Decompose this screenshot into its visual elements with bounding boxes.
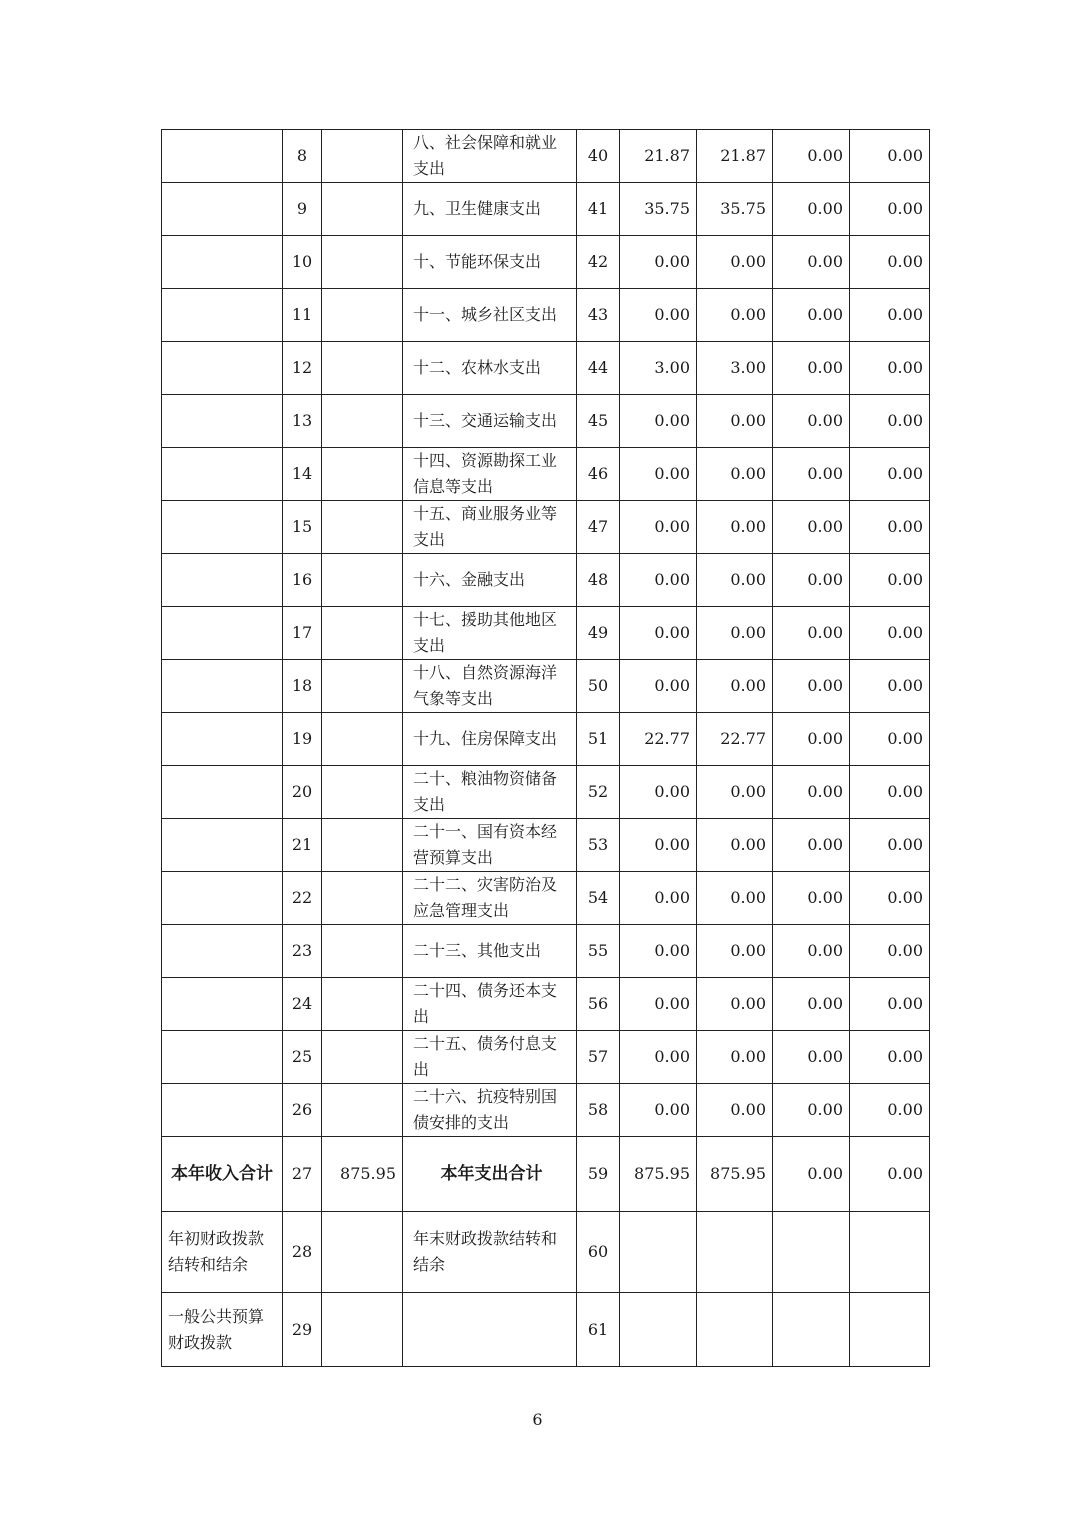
state-capital-cell bbox=[850, 1212, 930, 1293]
income-amount-cell bbox=[322, 925, 403, 978]
gov-fund-cell: 0.00 bbox=[773, 819, 850, 872]
expense-total-cell: 0.00 bbox=[620, 1031, 697, 1084]
general-budget-cell bbox=[697, 1212, 773, 1293]
expense-total-cell: 0.00 bbox=[620, 872, 697, 925]
general-budget-cell: 0.00 bbox=[697, 448, 773, 501]
general-budget-cell: 0.00 bbox=[697, 766, 773, 819]
income-label-cell bbox=[162, 236, 283, 289]
income-label-cell bbox=[162, 130, 283, 183]
expense-item-cell bbox=[403, 1293, 577, 1367]
gov-fund-cell: 0.00 bbox=[773, 607, 850, 660]
general-budget-cell: 0.00 bbox=[697, 1031, 773, 1084]
general-budget-cell: 0.00 bbox=[697, 236, 773, 289]
state-capital-cell: 0.00 bbox=[850, 236, 930, 289]
state-capital-cell: 0.00 bbox=[850, 1137, 930, 1212]
table-row bbox=[162, 501, 930, 554]
gov-fund-cell: 0.00 bbox=[773, 289, 850, 342]
income-line-no-cell: 25 bbox=[283, 1031, 322, 1084]
income-line-no-cell: 18 bbox=[283, 660, 322, 713]
income-label-cell bbox=[162, 819, 283, 872]
state-capital-cell: 0.00 bbox=[850, 501, 930, 554]
table-row bbox=[162, 395, 930, 448]
income-amount-cell bbox=[322, 1293, 403, 1367]
income-line-no-cell: 12 bbox=[283, 342, 322, 395]
expense-item-cell: 十八、自然资源海洋气象等支出 bbox=[403, 660, 577, 713]
income-label-cell bbox=[162, 766, 283, 819]
income-label-cell bbox=[162, 978, 283, 1031]
general-budget-cell bbox=[697, 1293, 773, 1367]
general-budget-cell: 0.00 bbox=[697, 660, 773, 713]
expense-item-cell: 二十、粮油物资储备支出 bbox=[403, 766, 577, 819]
state-capital-cell: 0.00 bbox=[850, 342, 930, 395]
income-amount-cell bbox=[322, 872, 403, 925]
table-row bbox=[162, 554, 930, 607]
state-capital-cell: 0.00 bbox=[850, 766, 930, 819]
state-capital-cell: 0.00 bbox=[850, 183, 930, 236]
expense-line-no-cell: 44 bbox=[577, 342, 620, 395]
expense-line-no-cell: 61 bbox=[577, 1293, 620, 1367]
state-capital-cell: 0.00 bbox=[850, 1031, 930, 1084]
income-amount-cell bbox=[322, 236, 403, 289]
state-capital-cell: 0.00 bbox=[850, 554, 930, 607]
general-budget-cell: 0.00 bbox=[697, 925, 773, 978]
state-capital-cell: 0.00 bbox=[850, 660, 930, 713]
income-amount-cell bbox=[322, 1084, 403, 1137]
expense-line-no-cell: 53 bbox=[577, 819, 620, 872]
income-label-cell: 本年收入合计 bbox=[162, 1137, 283, 1212]
expense-item-cell: 年末财政拨款结转和结余 bbox=[403, 1212, 577, 1293]
general-budget-cell: 0.00 bbox=[697, 607, 773, 660]
income-amount-cell bbox=[322, 660, 403, 713]
income-line-no-cell: 17 bbox=[283, 607, 322, 660]
expense-item-cell: 十五、商业服务业等支出 bbox=[403, 501, 577, 554]
expense-item-cell: 十一、城乡社区支出 bbox=[403, 289, 577, 342]
general-budget-cell: 0.00 bbox=[697, 978, 773, 1031]
table-row bbox=[162, 236, 930, 289]
income-line-no-cell: 23 bbox=[283, 925, 322, 978]
table-row bbox=[162, 819, 930, 872]
income-line-no-cell: 8 bbox=[283, 130, 322, 183]
general-budget-cell: 0.00 bbox=[697, 819, 773, 872]
expense-line-no-cell: 40 bbox=[577, 130, 620, 183]
expense-item-cell: 本年支出合计 bbox=[403, 1137, 577, 1212]
state-capital-cell: 0.00 bbox=[850, 289, 930, 342]
table-row bbox=[162, 872, 930, 925]
expense-total-cell: 0.00 bbox=[620, 978, 697, 1031]
state-capital-cell: 0.00 bbox=[850, 607, 930, 660]
state-capital-cell: 0.00 bbox=[850, 448, 930, 501]
expense-total-cell: 0.00 bbox=[620, 607, 697, 660]
gov-fund-cell: 0.00 bbox=[773, 395, 850, 448]
gov-fund-cell: 0.00 bbox=[773, 342, 850, 395]
expense-item-cell: 二十一、国有资本经营预算支出 bbox=[403, 819, 577, 872]
gov-fund-cell: 0.00 bbox=[773, 501, 850, 554]
income-label-cell bbox=[162, 872, 283, 925]
expense-line-no-cell: 58 bbox=[577, 1084, 620, 1137]
table-row bbox=[162, 130, 930, 183]
table-row bbox=[162, 1031, 930, 1084]
expense-line-no-cell: 47 bbox=[577, 501, 620, 554]
income-label-cell bbox=[162, 183, 283, 236]
expense-line-no-cell: 46 bbox=[577, 448, 620, 501]
state-capital-cell: 0.00 bbox=[850, 130, 930, 183]
expense-item-cell: 九、卫生健康支出 bbox=[403, 183, 577, 236]
table-row bbox=[162, 342, 930, 395]
budget-table bbox=[161, 129, 930, 1367]
table-row bbox=[162, 1293, 930, 1367]
expense-item-cell: 二十六、抗疫特别国债安排的支出 bbox=[403, 1084, 577, 1137]
general-budget-cell: 21.87 bbox=[697, 130, 773, 183]
expense-line-no-cell: 60 bbox=[577, 1212, 620, 1293]
expense-line-no-cell: 54 bbox=[577, 872, 620, 925]
expense-line-no-cell: 59 bbox=[577, 1137, 620, 1212]
expense-line-no-cell: 57 bbox=[577, 1031, 620, 1084]
expense-line-no-cell: 48 bbox=[577, 554, 620, 607]
table-row bbox=[162, 183, 930, 236]
expense-line-no-cell: 49 bbox=[577, 607, 620, 660]
gov-fund-cell: 0.00 bbox=[773, 1084, 850, 1137]
gov-fund-cell bbox=[773, 1293, 850, 1367]
expense-total-cell: 35.75 bbox=[620, 183, 697, 236]
expense-total-cell: 0.00 bbox=[620, 236, 697, 289]
general-budget-cell: 22.77 bbox=[697, 713, 773, 766]
expense-line-no-cell: 41 bbox=[577, 183, 620, 236]
expense-item-cell: 二十三、其他支出 bbox=[403, 925, 577, 978]
income-line-no-cell: 16 bbox=[283, 554, 322, 607]
income-amount-cell bbox=[322, 130, 403, 183]
gov-fund-cell: 0.00 bbox=[773, 236, 850, 289]
income-label-cell bbox=[162, 713, 283, 766]
income-line-no-cell: 9 bbox=[283, 183, 322, 236]
gov-fund-cell: 0.00 bbox=[773, 1031, 850, 1084]
income-label-cell bbox=[162, 395, 283, 448]
expense-item-cell: 十四、资源勘探工业信息等支出 bbox=[403, 448, 577, 501]
gov-fund-cell: 0.00 bbox=[773, 925, 850, 978]
table-row bbox=[162, 448, 930, 501]
state-capital-cell: 0.00 bbox=[850, 925, 930, 978]
table-row bbox=[162, 766, 930, 819]
expense-item-cell: 十、节能环保支出 bbox=[403, 236, 577, 289]
income-line-no-cell: 29 bbox=[283, 1293, 322, 1367]
income-label-cell bbox=[162, 554, 283, 607]
expense-line-no-cell: 42 bbox=[577, 236, 620, 289]
expense-total-cell: 0.00 bbox=[620, 554, 697, 607]
table-row bbox=[162, 1137, 930, 1212]
table-row bbox=[162, 925, 930, 978]
income-line-no-cell: 28 bbox=[283, 1212, 322, 1293]
expense-item-cell: 十九、住房保障支出 bbox=[403, 713, 577, 766]
general-budget-cell: 0.00 bbox=[697, 289, 773, 342]
expense-item-cell: 八、社会保障和就业支出 bbox=[403, 130, 577, 183]
income-amount-cell bbox=[322, 501, 403, 554]
expense-item-cell: 二十五、债务付息支出 bbox=[403, 1031, 577, 1084]
state-capital-cell: 0.00 bbox=[850, 395, 930, 448]
income-line-no-cell: 20 bbox=[283, 766, 322, 819]
table-row bbox=[162, 607, 930, 660]
gov-fund-cell: 0.00 bbox=[773, 660, 850, 713]
income-line-no-cell: 22 bbox=[283, 872, 322, 925]
expense-total-cell: 0.00 bbox=[620, 660, 697, 713]
expense-total-cell: 0.00 bbox=[620, 1084, 697, 1137]
table-row bbox=[162, 1212, 930, 1293]
income-amount-cell bbox=[322, 183, 403, 236]
general-budget-cell: 0.00 bbox=[697, 872, 773, 925]
expense-line-no-cell: 50 bbox=[577, 660, 620, 713]
expense-total-cell: 0.00 bbox=[620, 819, 697, 872]
income-label-cell: 年初财政拨款结转和结余 bbox=[162, 1212, 283, 1293]
expense-item-cell: 二十四、债务还本支出 bbox=[403, 978, 577, 1031]
income-line-no-cell: 10 bbox=[283, 236, 322, 289]
expense-total-cell: 21.87 bbox=[620, 130, 697, 183]
table-row bbox=[162, 1084, 930, 1137]
gov-fund-cell bbox=[773, 1212, 850, 1293]
gov-fund-cell: 0.00 bbox=[773, 448, 850, 501]
expense-line-no-cell: 56 bbox=[577, 978, 620, 1031]
income-line-no-cell: 13 bbox=[283, 395, 322, 448]
gov-fund-cell: 0.00 bbox=[773, 978, 850, 1031]
general-budget-cell: 0.00 bbox=[697, 395, 773, 448]
state-capital-cell: 0.00 bbox=[850, 872, 930, 925]
state-capital-cell: 0.00 bbox=[850, 978, 930, 1031]
expense-total-cell: 0.00 bbox=[620, 766, 697, 819]
table-body bbox=[162, 130, 930, 1367]
table-row bbox=[162, 713, 930, 766]
expense-total-cell: 3.00 bbox=[620, 342, 697, 395]
income-line-no-cell: 15 bbox=[283, 501, 322, 554]
expense-total-cell: 875.95 bbox=[620, 1137, 697, 1212]
income-label-cell bbox=[162, 660, 283, 713]
income-amount-cell bbox=[322, 819, 403, 872]
expense-line-no-cell: 45 bbox=[577, 395, 620, 448]
income-label-cell bbox=[162, 925, 283, 978]
income-amount-cell bbox=[322, 289, 403, 342]
income-line-no-cell: 19 bbox=[283, 713, 322, 766]
expense-line-no-cell: 43 bbox=[577, 289, 620, 342]
expense-line-no-cell: 51 bbox=[577, 713, 620, 766]
expense-total-cell: 0.00 bbox=[620, 925, 697, 978]
income-label-cell: 一般公共预算财政拨款 bbox=[162, 1293, 283, 1367]
general-budget-cell: 0.00 bbox=[697, 501, 773, 554]
state-capital-cell bbox=[850, 1293, 930, 1367]
expense-total-cell: 0.00 bbox=[620, 501, 697, 554]
state-capital-cell: 0.00 bbox=[850, 1084, 930, 1137]
income-label-cell bbox=[162, 448, 283, 501]
general-budget-cell: 0.00 bbox=[697, 1084, 773, 1137]
income-label-cell bbox=[162, 1031, 283, 1084]
income-line-no-cell: 21 bbox=[283, 819, 322, 872]
expense-item-cell: 十二、农林水支出 bbox=[403, 342, 577, 395]
gov-fund-cell: 0.00 bbox=[773, 554, 850, 607]
income-label-cell bbox=[162, 1084, 283, 1137]
general-budget-cell: 875.95 bbox=[697, 1137, 773, 1212]
income-amount-cell bbox=[322, 766, 403, 819]
table-row bbox=[162, 660, 930, 713]
gov-fund-cell: 0.00 bbox=[773, 766, 850, 819]
income-amount-cell bbox=[322, 395, 403, 448]
income-amount-cell bbox=[322, 978, 403, 1031]
state-capital-cell: 0.00 bbox=[850, 819, 930, 872]
income-line-no-cell: 11 bbox=[283, 289, 322, 342]
income-line-no-cell: 24 bbox=[283, 978, 322, 1031]
general-budget-cell: 35.75 bbox=[697, 183, 773, 236]
income-amount-cell bbox=[322, 1212, 403, 1293]
table-row bbox=[162, 978, 930, 1031]
gov-fund-cell: 0.00 bbox=[773, 1137, 850, 1212]
gov-fund-cell: 0.00 bbox=[773, 130, 850, 183]
general-budget-cell: 0.00 bbox=[697, 554, 773, 607]
expense-total-cell bbox=[620, 1212, 697, 1293]
income-line-no-cell: 26 bbox=[283, 1084, 322, 1137]
expense-total-cell: 0.00 bbox=[620, 395, 697, 448]
expense-total-cell: 0.00 bbox=[620, 448, 697, 501]
expense-total-cell bbox=[620, 1293, 697, 1367]
income-amount-cell: 875.95 bbox=[322, 1137, 403, 1212]
page-number: 6 bbox=[532, 1410, 543, 1429]
income-label-cell bbox=[162, 607, 283, 660]
income-amount-cell bbox=[322, 1031, 403, 1084]
expense-item-cell: 十六、金融支出 bbox=[403, 554, 577, 607]
gov-fund-cell: 0.00 bbox=[773, 872, 850, 925]
income-label-cell bbox=[162, 289, 283, 342]
gov-fund-cell: 0.00 bbox=[773, 183, 850, 236]
expense-line-no-cell: 52 bbox=[577, 766, 620, 819]
expense-total-cell: 22.77 bbox=[620, 713, 697, 766]
expense-item-cell: 十七、援助其他地区支出 bbox=[403, 607, 577, 660]
state-capital-cell: 0.00 bbox=[850, 713, 930, 766]
income-line-no-cell: 27 bbox=[283, 1137, 322, 1212]
table-row bbox=[162, 289, 930, 342]
income-amount-cell bbox=[322, 342, 403, 395]
income-line-no-cell: 14 bbox=[283, 448, 322, 501]
income-amount-cell bbox=[322, 554, 403, 607]
income-label-cell bbox=[162, 342, 283, 395]
expense-line-no-cell: 55 bbox=[577, 925, 620, 978]
expense-item-cell: 二十二、灾害防治及应急管理支出 bbox=[403, 872, 577, 925]
income-amount-cell bbox=[322, 607, 403, 660]
income-label-cell bbox=[162, 501, 283, 554]
income-amount-cell bbox=[322, 713, 403, 766]
expense-total-cell: 0.00 bbox=[620, 289, 697, 342]
gov-fund-cell: 0.00 bbox=[773, 713, 850, 766]
income-amount-cell bbox=[322, 448, 403, 501]
general-budget-cell: 3.00 bbox=[697, 342, 773, 395]
expense-item-cell: 十三、交通运输支出 bbox=[403, 395, 577, 448]
